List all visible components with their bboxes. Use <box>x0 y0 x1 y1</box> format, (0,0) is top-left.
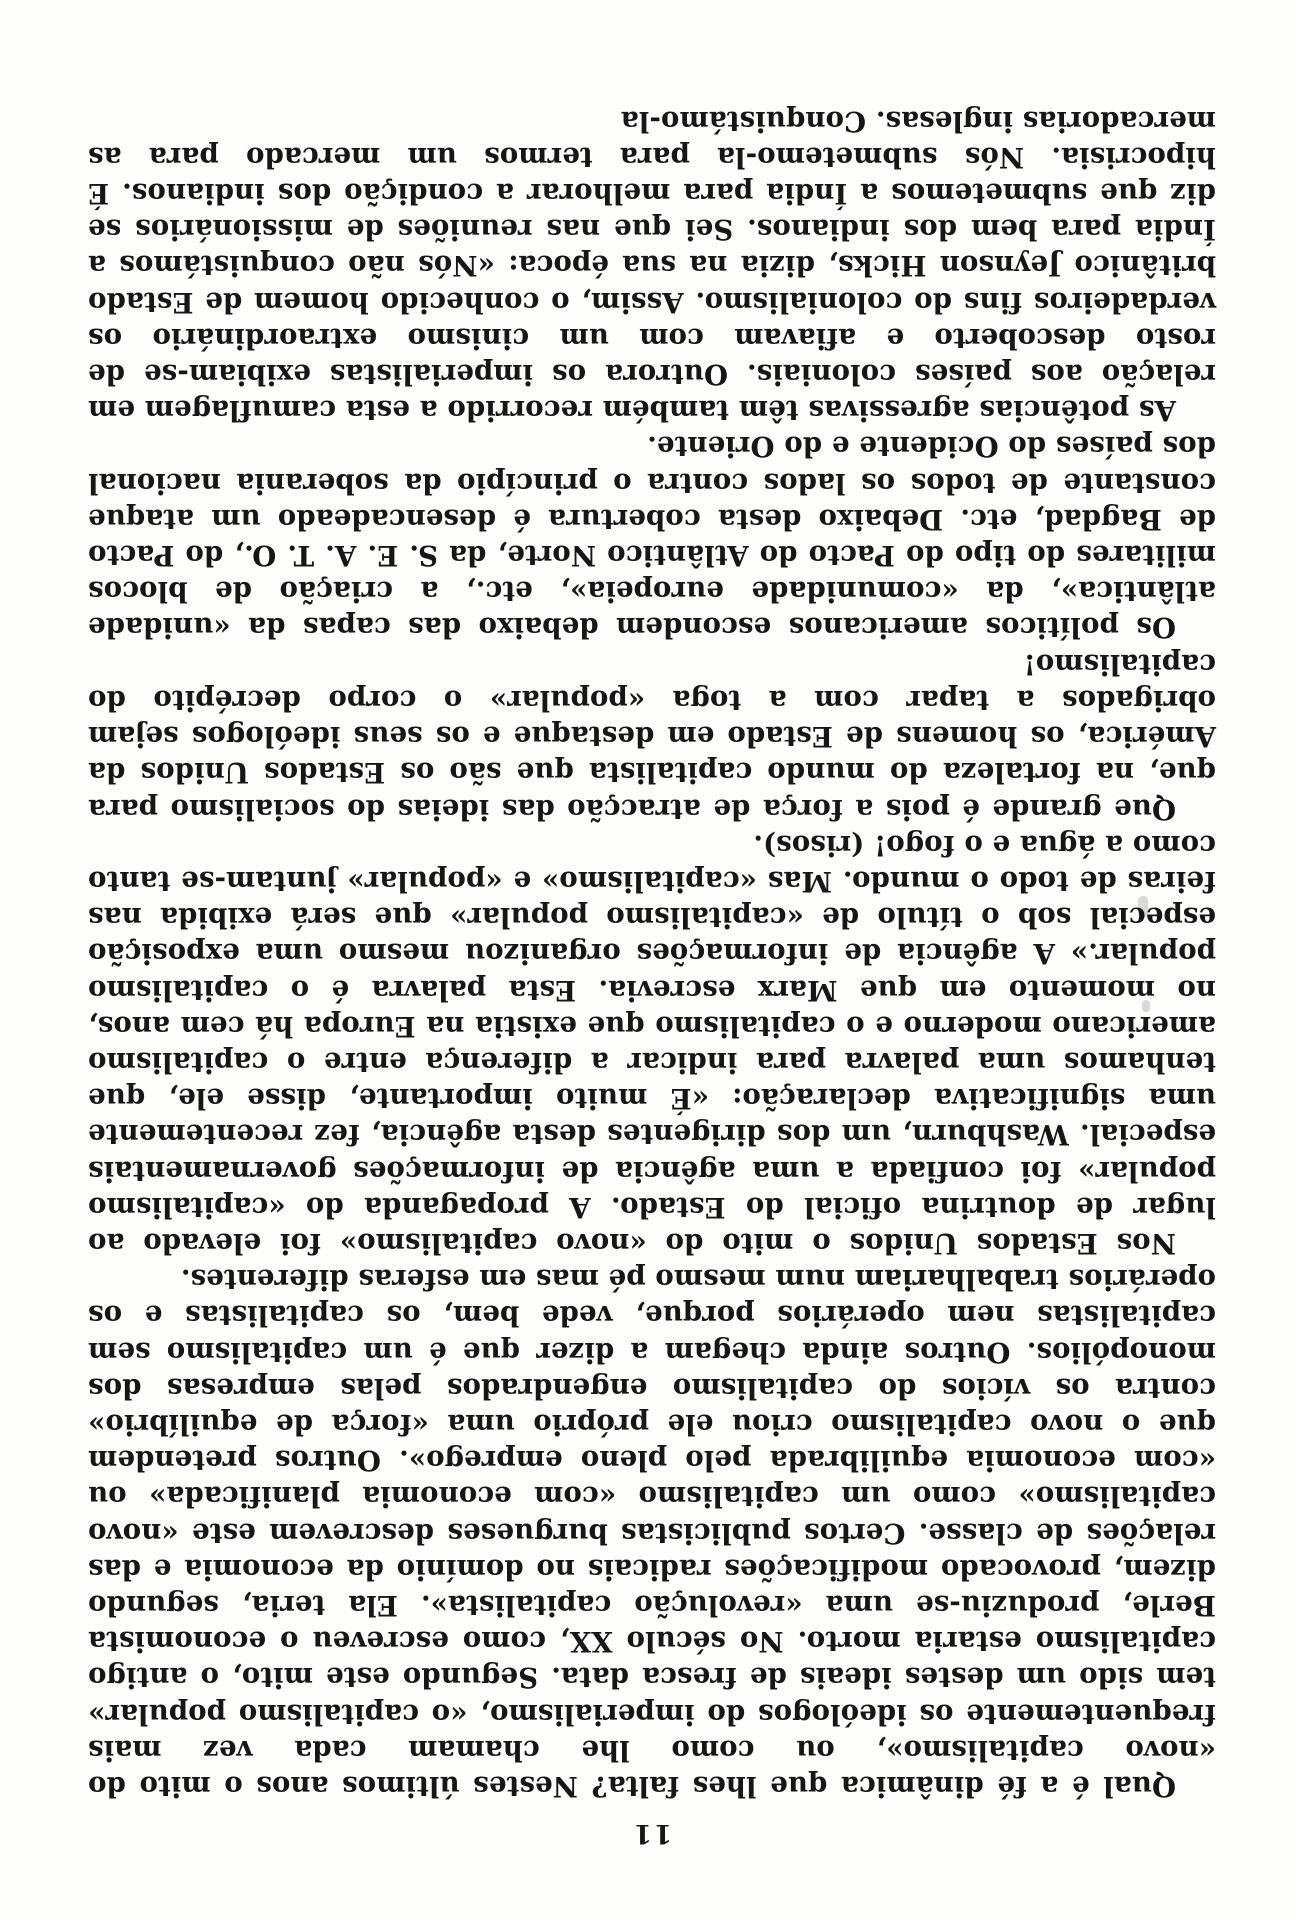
paragraph-1: Qual é a fé dinâmica que lhes falta? Nestes últimos anos o mito do «novo capitalismo», ou como lhe chamam cada vez mais frequentemente os ideólogos do imperialismo, «o capitalismo popular» tem sido um destes ideais de fresca data. Segundo este mito, o antigo capitalismo estaria morto. No século XX, como escreveu o economista Berle, produziu-se uma «revolução capitalista». Ela teria, segundo dizem, provocado modificações radicais no domínio da economia e das relações de classe. Certos publicistas burgueses descrevem este «novo capitalismo» como um capitalismo «com economia planificada» ou «com economia equilibrada pelo pleno emprego». Outros pretendem que o novo capitalismo criou ele próprio uma «força de equilíbrio» contra os vícios do capitalismo engendrados pelas empresas dos monopólios. Outros ainda chegam a dizer que é um capitalismo sem capitalistas nem operários porque, vede bem, os capitalistas e os operários trabalhariam num mesmo pé mas em esferas diferentes. <box>88 1263 1216 1803</box>
page-number: 11 <box>631 1818 673 1848</box>
paragraph-5: As potências agressivas têm também recorrido a esta camuflagem em relação aos países coloniais. Outrora os imperialistas exibiam-se de rosto descoberto e afiavam com um cinismo extraordinário os verdadeiros fins do colonialismo. Assim, o conhecido homem de Estado britânico Jeynson Hicks, dizia na sua época: «Nós não conquistámos a Índia para bem dos indianos. Sei que nas reuniões de missionários se diz que submetemos a Índia para melhorar a condição dos indianos. É hipocrisia. Nós submetemo-la para termos um mercado para as mercadorias inglesas. Conquistámo-la <box>88 104 1216 428</box>
paragraph-2: Nos Estados Unidos o mito do «novo capitalismo» foi elevado ao lugar de doutrina oficial do Estado. A propaganda do «capitalismo popular» foi confiada a uma agência de informações governamentais especial. Washburn, um dos dirigentes desta agência, fez recentemente uma significativa declaração: «É muito importante, disse ele, que tenhamos uma palavra para indicar a diferença entre o capitalismo americano moderno e o capitalismo que existia na Europa há cem anos, no momento em que Marx escrevia. Esta palavra é o capitalismo popular.» A agência de informações organizou mesmo uma exposição especial sob o título de «capitalismo popular» que será exibida nas feiras de todo o mundo. Mas «capitalismo» e «popular» juntam-se tanto como a água e o fogo! (risos). <box>88 828 1216 1260</box>
paragraph-4: Os políticos americanos escondem debaixo das capas da «unidade atlântica», da «comunidade europeia», etc., a criação de blocos militares do tipo do Pacto do Atlântico Norte, da S. E. A. T. O., do Pacto de Bagdad, etc. Debaixo desta cobertura é desencadeado um ataque constante de todos os lados contra o princípio da soberania nacional dos países do Ocidente e do Oriente. <box>88 430 1216 645</box>
paragraph-3: Que grande é pois a força de atracção das ideias do socialismo para que, na fortaleza do mundo capitalista que são os Estados Unidos da América, os homens de Estado em destaque e os seus ideólogos sejam obrigados a tapar com a toga «popular» o corpo decrépito do capitalismo! <box>88 647 1216 826</box>
rotated-text-column <box>88 72 1216 1848</box>
body-text <box>88 102 1216 1804</box>
